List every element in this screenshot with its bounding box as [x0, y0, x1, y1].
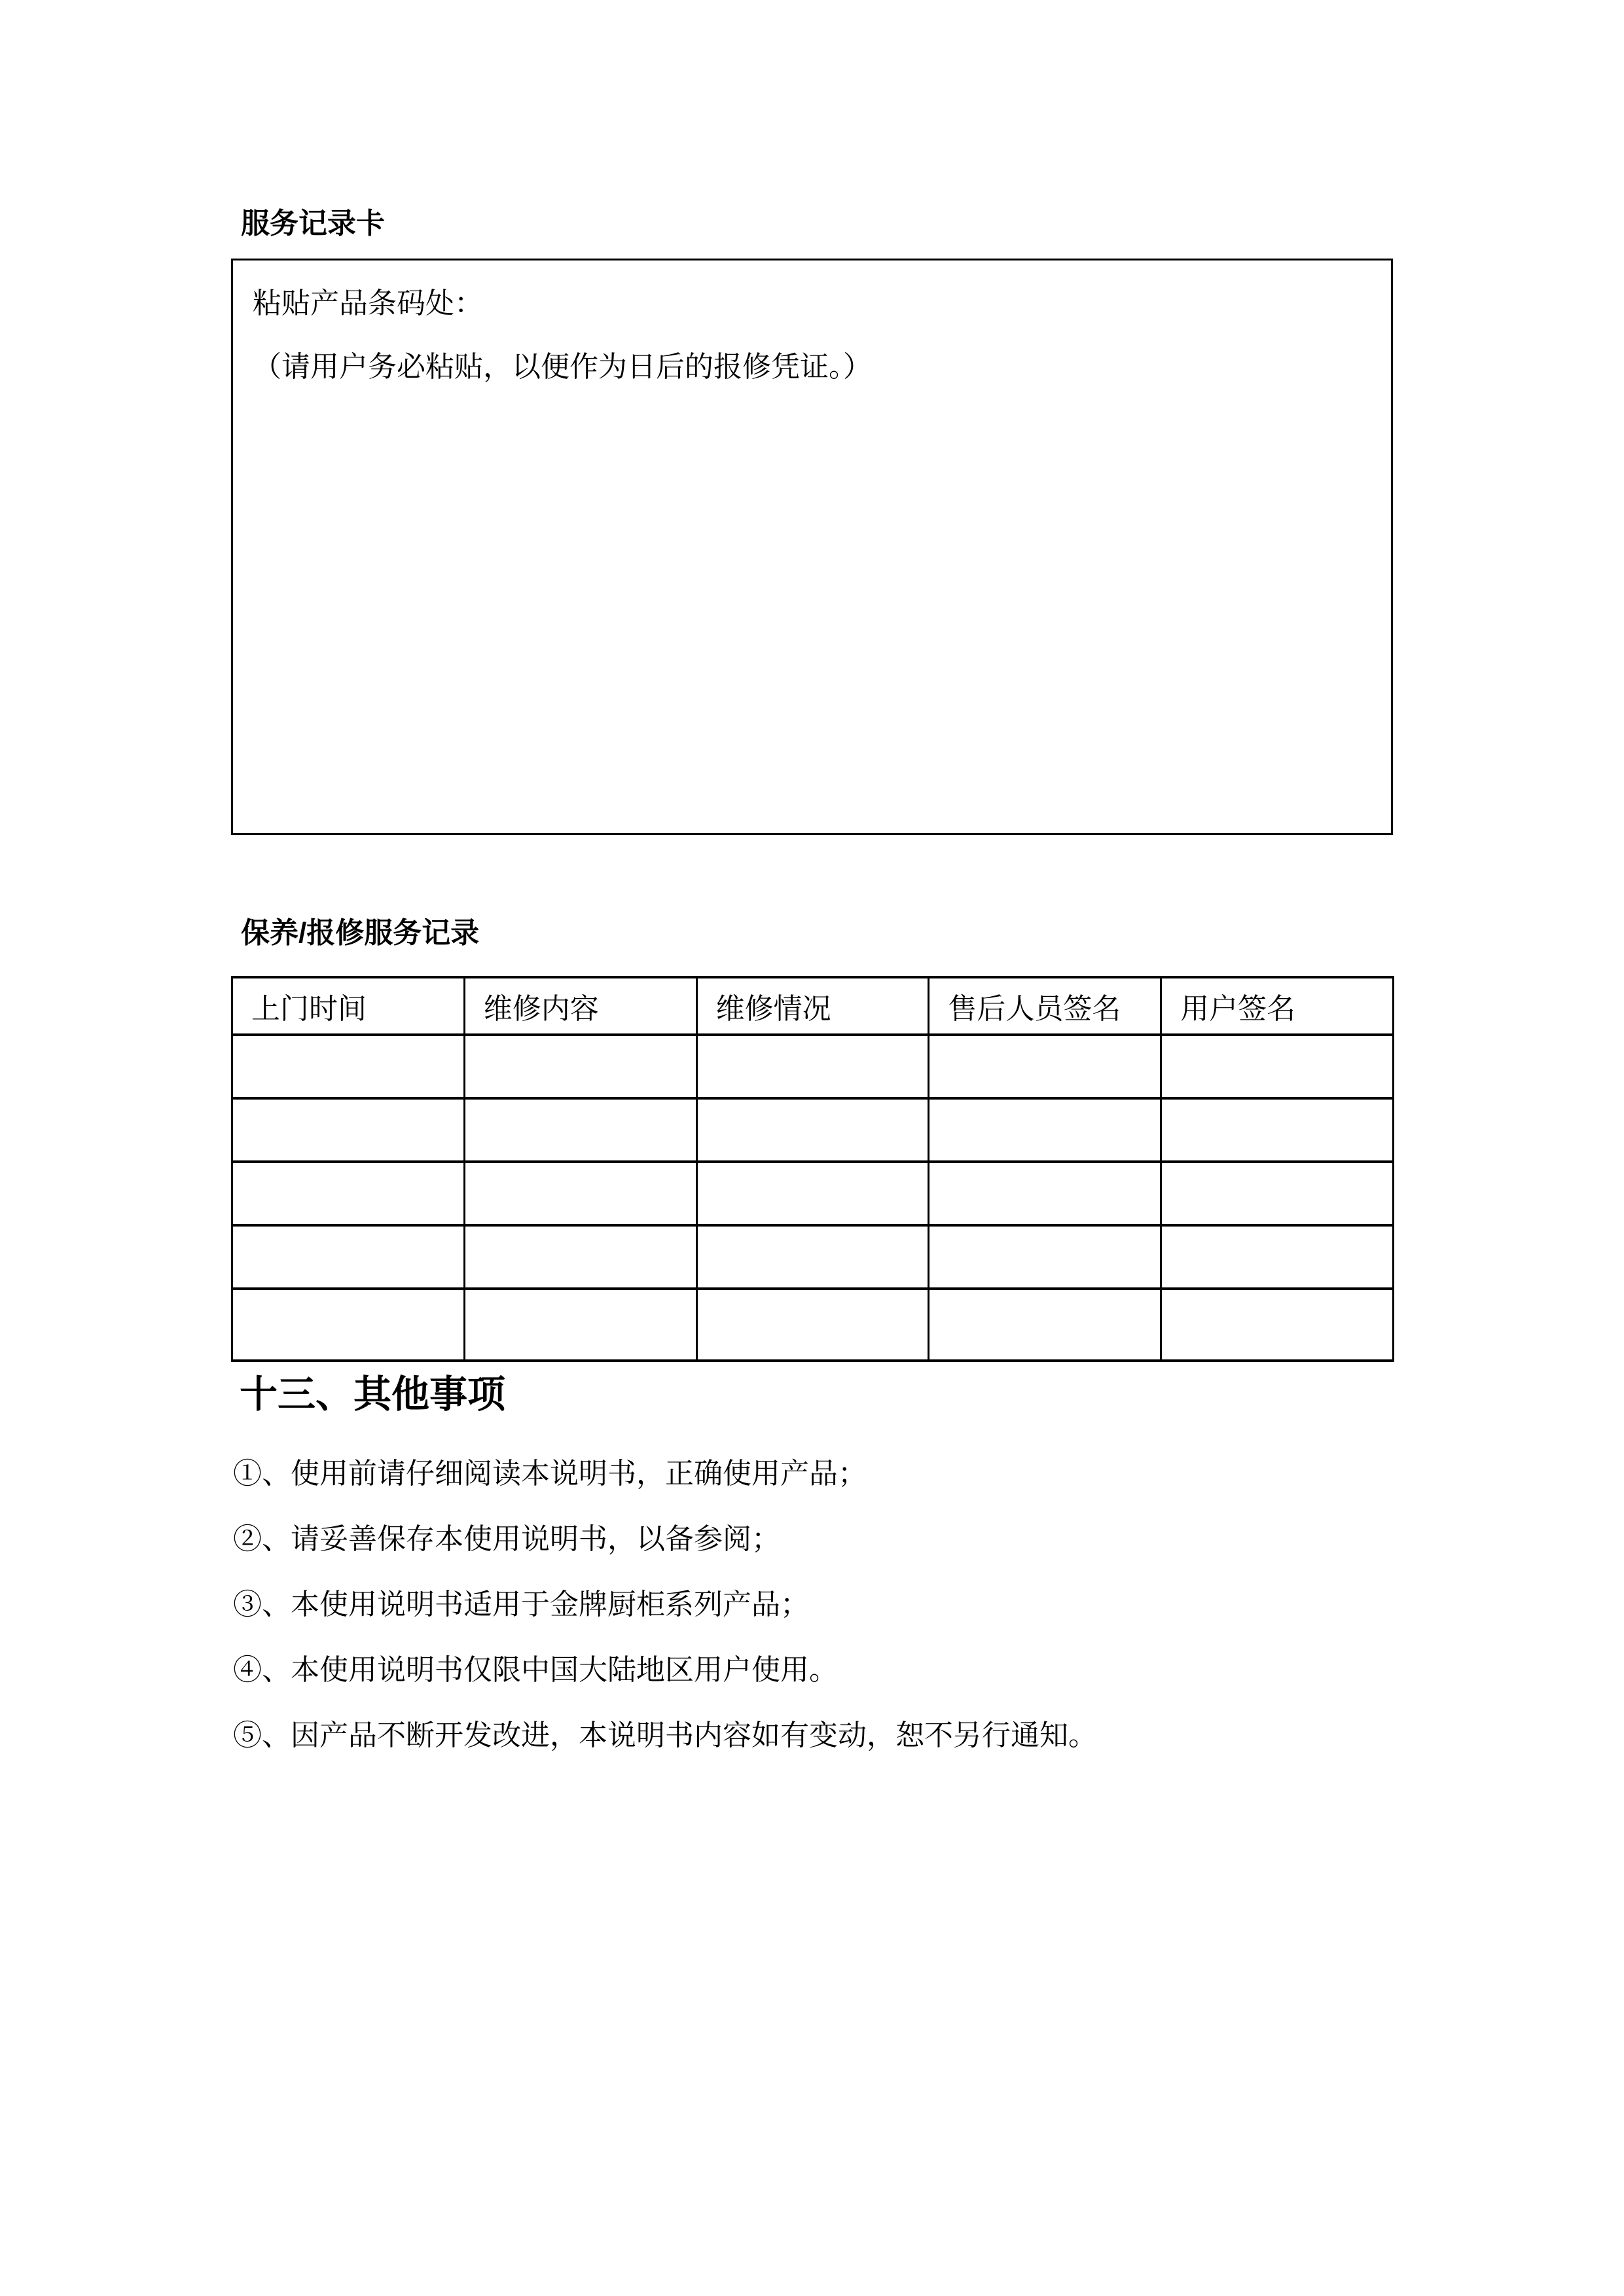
table-cell	[929, 1035, 1161, 1098]
section-title-service-record-card: 服务记录卡	[241, 207, 385, 240]
list-item-2: ②、请妥善保存本使用说明书，以备参阅；	[233, 1523, 780, 1555]
table-row	[232, 1162, 1394, 1225]
table-cell	[696, 1098, 929, 1162]
table-header-cell-visit-time: 上门时间	[232, 977, 465, 1035]
table-cell	[1161, 1289, 1394, 1361]
table-cell	[696, 1289, 929, 1361]
table-cell	[1161, 1035, 1394, 1098]
table-cell	[464, 1289, 696, 1361]
table-cell	[696, 1162, 929, 1225]
table-cell	[696, 1225, 929, 1289]
list-item-3: ③、本使用说明书适用于金牌厨柜系列产品；	[233, 1588, 809, 1621]
table-cell	[232, 1225, 465, 1289]
table-header-cell-user-signature: 用户签名	[1161, 977, 1394, 1035]
table-cell	[464, 1098, 696, 1162]
table-header-cell-repair-status: 维修情况	[696, 977, 929, 1035]
table-cell	[929, 1225, 1161, 1289]
table-cell	[464, 1162, 696, 1225]
table-cell	[232, 1289, 465, 1361]
table-cell	[1161, 1162, 1394, 1225]
table-cell	[696, 1035, 929, 1098]
service-record-table	[231, 976, 1394, 1362]
table-cell	[929, 1098, 1161, 1162]
list-item-5: ⑤、因产品不断开发改进，本说明书内容如有变动，恕不另行通知。	[233, 1719, 1097, 1751]
table-header-cell-service-staff-signature: 售后人员签名	[929, 977, 1161, 1035]
barcode-box-line2: （请用户务必粘贴，以便作为日后的报修凭证。）	[253, 351, 872, 383]
table-header-cell-repair-content: 维修内容	[464, 977, 696, 1035]
list-item-1: ①、使用前请仔细阅读本说明书，正确使用产品；	[233, 1458, 867, 1490]
table-cell	[1161, 1225, 1394, 1289]
table-cell	[464, 1225, 696, 1289]
table-row	[232, 1035, 1394, 1098]
table-cell	[464, 1035, 696, 1098]
table-row	[232, 1289, 1394, 1361]
barcode-box-line1: 粘贴产品条码处：	[253, 287, 483, 319]
barcode-box	[231, 259, 1393, 835]
table-row	[232, 1225, 1394, 1289]
table-row	[232, 1098, 1394, 1162]
table-cell	[929, 1289, 1161, 1361]
table-header-row	[232, 977, 1394, 1035]
table-cell	[1161, 1098, 1394, 1162]
table-cell	[232, 1098, 465, 1162]
table-cell	[232, 1035, 465, 1098]
section-title-other-matters: 十三、其他事项	[240, 1373, 506, 1416]
table-cell	[232, 1162, 465, 1225]
table-cell	[929, 1162, 1161, 1225]
list-item-4: ④、本使用说明书仅限中国大陆地区用户使用。	[233, 1654, 838, 1686]
section-title-maintenance-record: 保养/报修服务记录	[241, 917, 480, 949]
